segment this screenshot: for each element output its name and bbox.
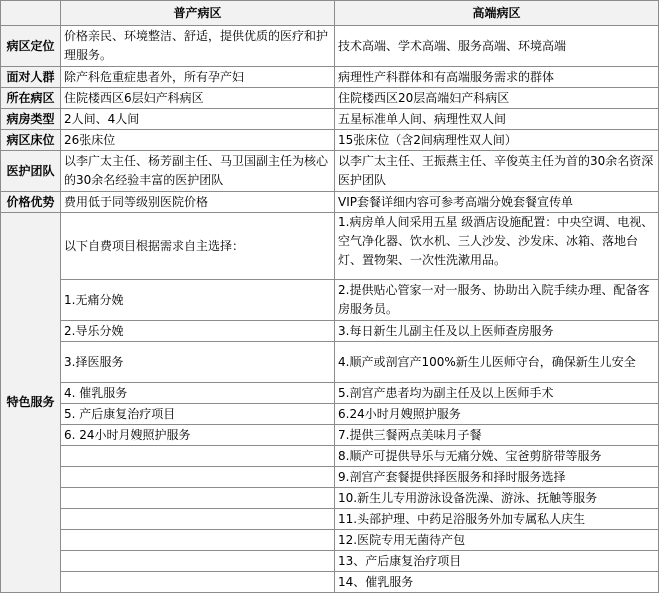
special-row-13 (1, 551, 659, 572)
premium-service-item: 9.剖宫产套餐提供择医服务和择时服务选择 (335, 467, 659, 488)
standard-service-item: 3.择医服务 (61, 342, 335, 383)
header-row (1, 1, 659, 26)
row-positioning (1, 26, 659, 67)
standard-service-item: 以下自费项目根据需求自主选择： (61, 213, 335, 280)
row-price-advantage (1, 192, 659, 213)
premium-service-item: 6.24小时月嫂照护服务 (335, 404, 659, 425)
standard-cell: 2人间、4人间 (61, 109, 335, 130)
row-label: 所在病区 (1, 88, 61, 109)
row-target-group (1, 67, 659, 88)
standard-service-item (61, 530, 335, 551)
row-label: 医护团队 (1, 151, 61, 192)
premium-service-item: 10.新生儿专用游泳设备洗澡、游泳、抚触等服务 (335, 488, 659, 509)
special-row-10 (1, 488, 659, 509)
premium-cell: 以李广太主任、王振燕主任、辛俊英主任为首的30余名资深医护团队 (335, 151, 659, 192)
premium-service-item: 13、产后康复治疗项目 (335, 551, 659, 572)
special-row-8 (1, 446, 659, 467)
special-row-6 (1, 404, 659, 425)
premium-cell: VIP套餐详细内容可参考高端分娩套餐宣传单 (335, 192, 659, 213)
premium-service-item: 4.顺产或剖宫产100%新生儿医师守台，确保新生儿安全 (335, 342, 659, 383)
row-label: 病房类型 (1, 109, 61, 130)
special-row-14 (1, 572, 659, 593)
premium-service-item: 3.每日新生儿副主任及以上医师查房服务 (335, 321, 659, 342)
premium-cell: 15张床位（含2间病理性双人间） (335, 130, 659, 151)
standard-service-item (61, 509, 335, 530)
special-row-12 (1, 530, 659, 551)
standard-service-item: 2.导乐分娩 (61, 321, 335, 342)
premium-service-item: 7.提供三餐两点美味月子餐 (335, 425, 659, 446)
row-label: 病区定位 (1, 26, 61, 67)
standard-service-item (61, 446, 335, 467)
special-row-4 (1, 342, 659, 383)
special-row-9 (1, 467, 659, 488)
standard-cell: 费用低于同等级别医院价格 (61, 192, 335, 213)
premium-service-item: 11.头部护理、中药足浴服务外加专属私人庆生 (335, 509, 659, 530)
premium-service-item: 2.提供贴心管家一对一服务、协助出入院手续办理、配备客房服务员。 (335, 280, 659, 321)
premium-cell: 技术高端、学术高端、服务高端、环境高端 (335, 26, 659, 67)
special-row-1 (1, 213, 659, 280)
header-standard-ward: 普产病区 (61, 1, 335, 26)
row-location (1, 88, 659, 109)
header-empty-cell (1, 1, 61, 26)
standard-cell: 住院楼西区6层妇产科病区 (61, 88, 335, 109)
header-premium-ward: 高端病区 (335, 1, 659, 26)
standard-service-item: 4. 催乳服务 (61, 383, 335, 404)
premium-service-item: 5.剖宫产患者均为副主任及以上医师手术 (335, 383, 659, 404)
premium-cell: 住院楼西区20层高端妇产科病区 (335, 88, 659, 109)
row-label: 面对人群 (1, 67, 61, 88)
premium-service-item: 14、催乳服务 (335, 572, 659, 593)
standard-service-item: 5. 产后康复治疗项目 (61, 404, 335, 425)
standard-cell: 价格亲民、环境整洁、舒适，提供优质的医疗和护理服务。 (61, 26, 335, 67)
standard-cell: 26张床位 (61, 130, 335, 151)
standard-service-item (61, 551, 335, 572)
premium-service-item: 12.医院专用无菌待产包 (335, 530, 659, 551)
premium-service-item: 1.病房单人间采用五星 级酒店设施配置：中央空调、电视、空气净化器、饮水机、三人沙发、沙发床、冰箱、落地台灯、置物架、一次性洗漱用品。 (335, 213, 659, 280)
premium-cell: 病理性产科群体和有高端服务需求的群体 (335, 67, 659, 88)
premium-cell: 五星标准单人间、病理性双人间 (335, 109, 659, 130)
standard-service-item (61, 572, 335, 593)
standard-service-item: 1.无痛分娩 (61, 280, 335, 321)
special-row-2 (1, 280, 659, 321)
row-beds (1, 130, 659, 151)
row-medical-team (1, 151, 659, 192)
special-services-label: 特色服务 (1, 213, 61, 593)
standard-cell: 以李广太主任、杨芳副主任、马卫国副主任为核心的30余名经验丰富的医护团队 (61, 151, 335, 192)
standard-service-item: 6. 24小时月嫂照护服务 (61, 425, 335, 446)
standard-service-item (61, 467, 335, 488)
special-row-3 (1, 321, 659, 342)
standard-service-item (61, 488, 335, 509)
row-label: 病区床位 (1, 130, 61, 151)
standard-cell: 除产科危重症患者外，所有孕产妇 (61, 67, 335, 88)
row-room-type (1, 109, 659, 130)
special-row-7 (1, 425, 659, 446)
premium-service-item: 8.顺产可提供导乐与无痛分娩、宝爸剪脐带等服务 (335, 446, 659, 467)
special-row-11 (1, 509, 659, 530)
special-row-5 (1, 383, 659, 404)
row-label: 价格优势 (1, 192, 61, 213)
